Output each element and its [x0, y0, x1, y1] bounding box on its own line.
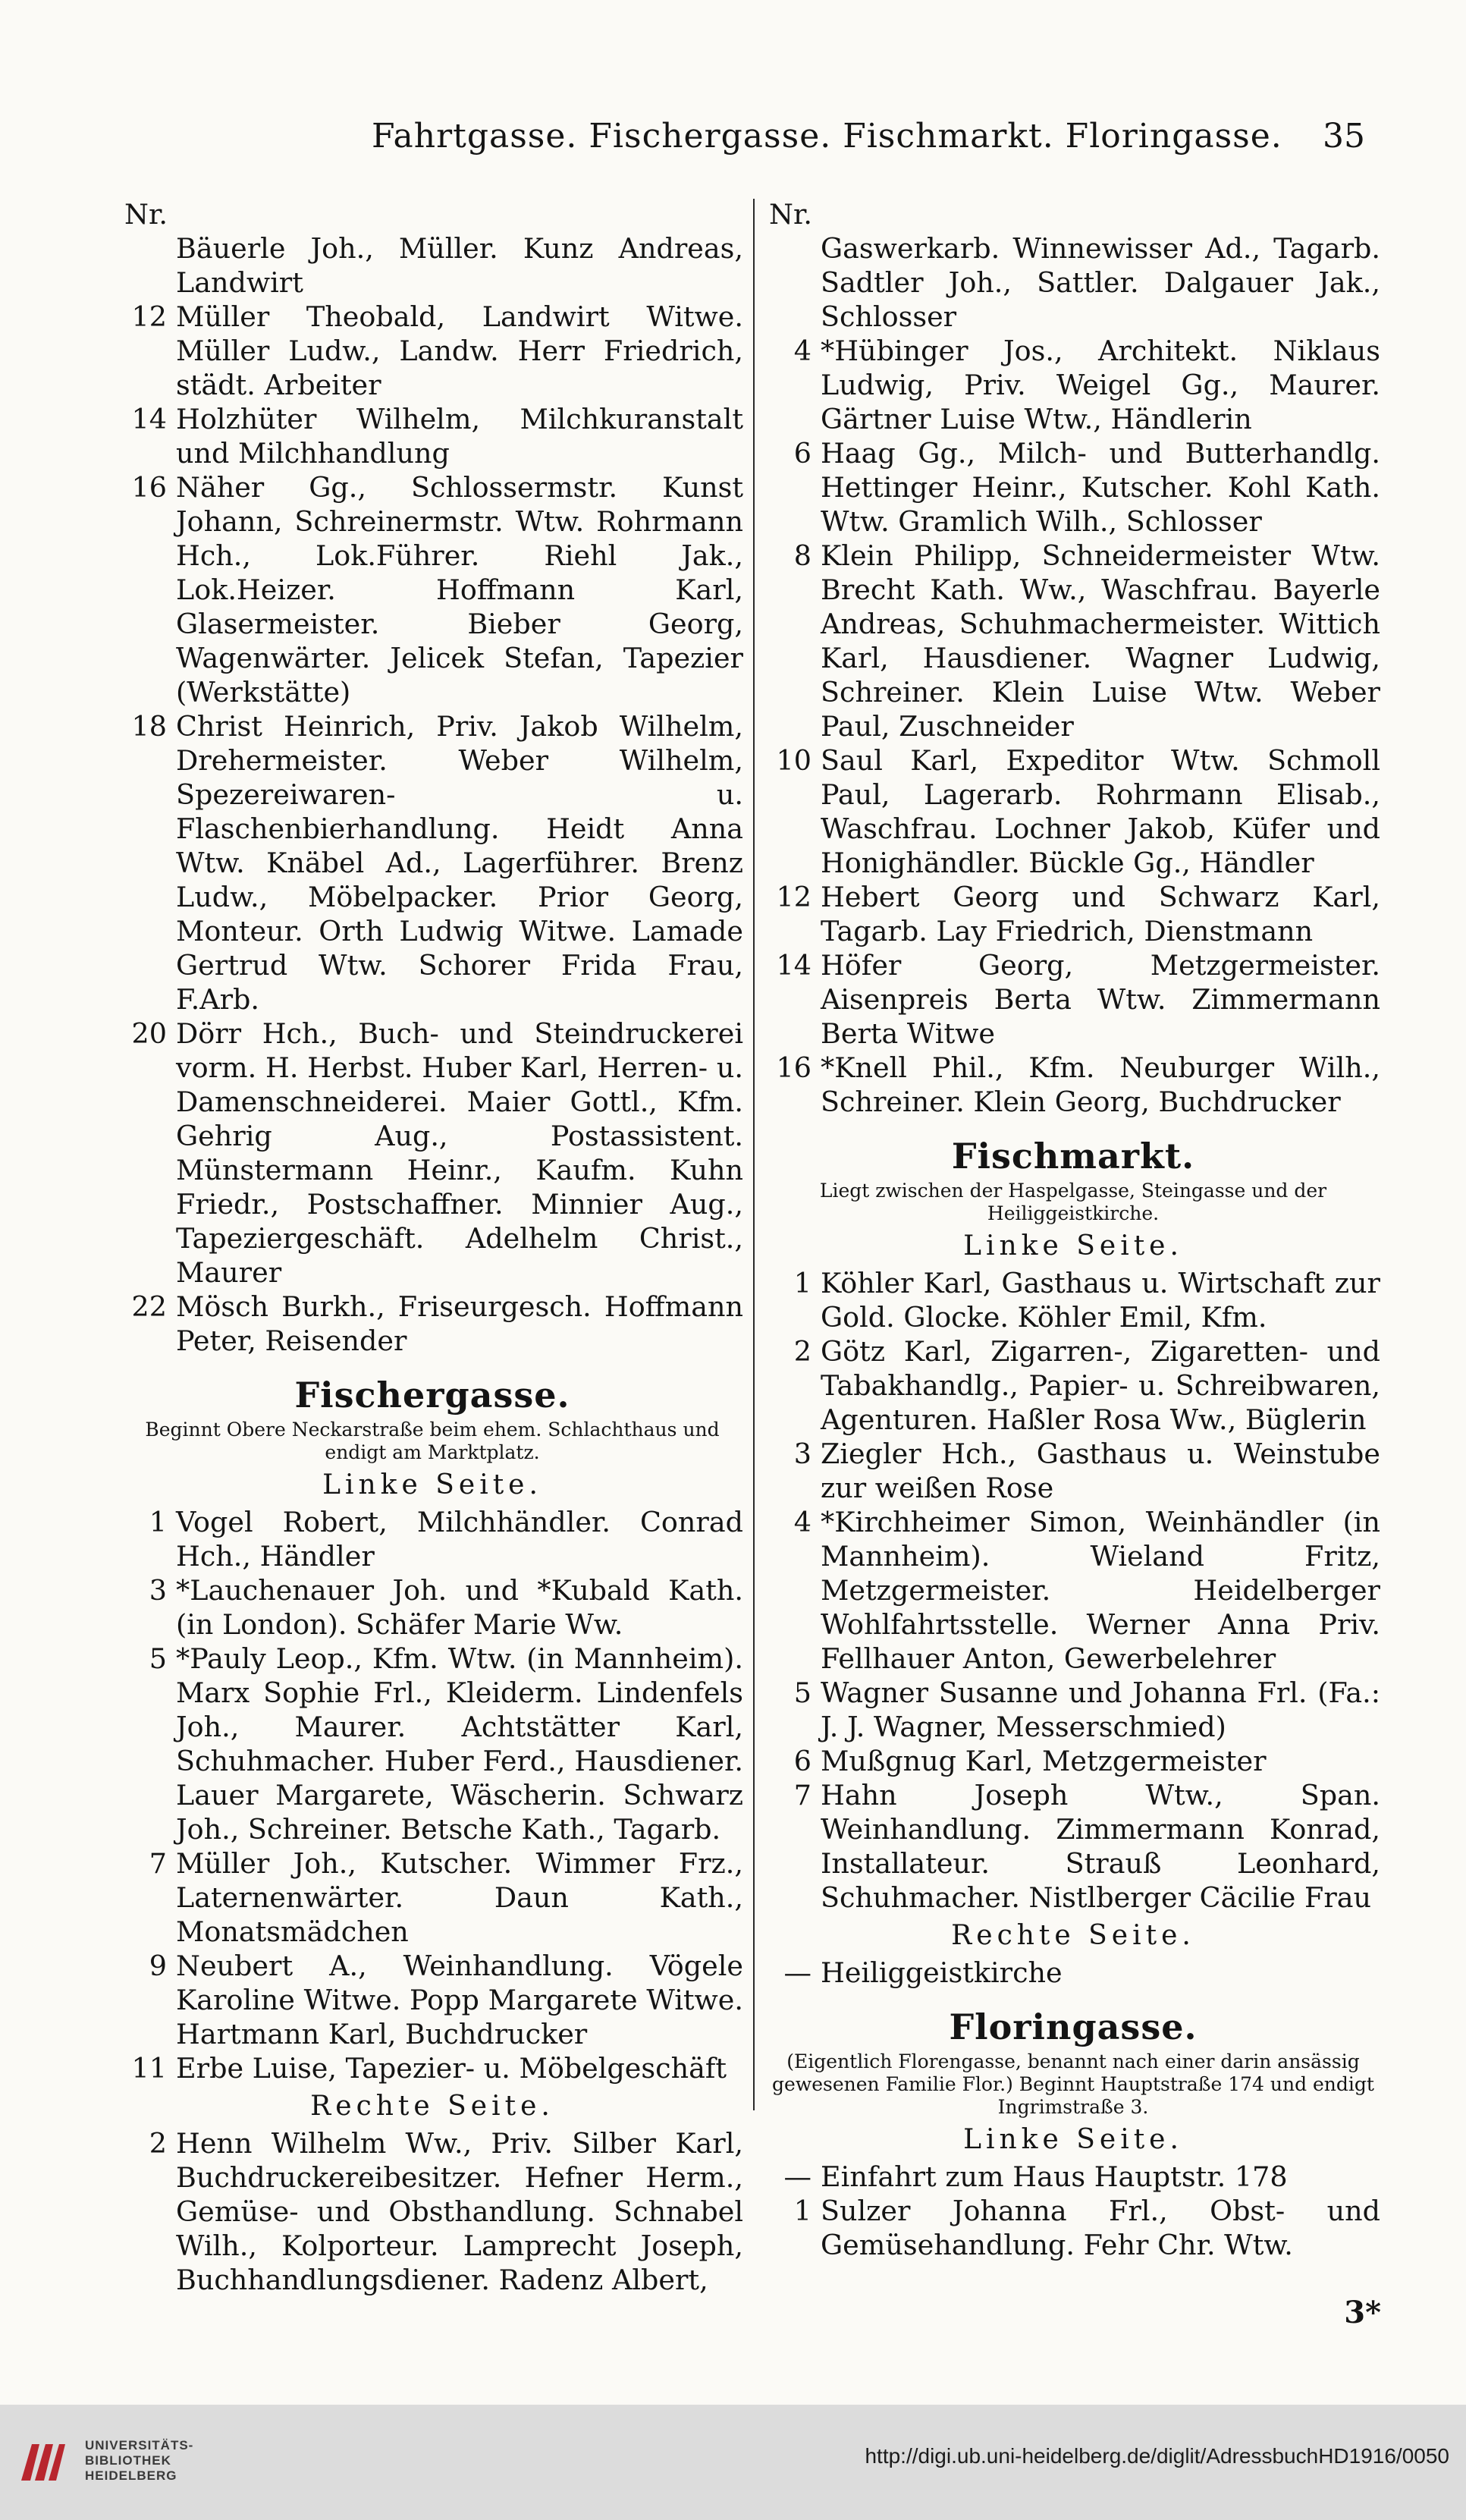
house-number: 7	[149, 1847, 167, 1880]
page-title: Fahrtgasse. Fischergasse. Fischmarkt. Floringasse.	[372, 117, 1282, 156]
house-number: 12	[131, 300, 167, 333]
house-number: 6	[793, 1745, 811, 1777]
house-number: 6	[793, 437, 811, 470]
house-number: 14	[131, 403, 167, 435]
address-entry	[766, 1505, 1380, 1676]
address-entry	[766, 743, 1380, 880]
residents-text: Klein Philipp, Schneidermeister Wtw. Brecht Kath. Ww., Waschfrau. Bayerle Andreas, Schuhmachermeister. Wittich Karl, Hausdiener. Wagner Ludwig, Schreiner. Klein Luise Wtw. Weber Paul, Zuschneider	[821, 539, 1380, 743]
page-number: 35	[1323, 117, 1365, 156]
left-column	[121, 197, 743, 2297]
residents-text: Henn Wilhelm Ww., Priv. Silber Karl, Buchdruckereibesitzer. Hefner Herm., Gemüse- und Obsthandlung. Schnabel Wilh., Kolporteur. Lamprecht Joseph, Buchhandlungsdiener. Radenz Albert,	[176, 2127, 743, 2296]
house-number: 3	[149, 1574, 167, 1607]
address-entry	[121, 1016, 743, 1290]
residents-text: Höfer Georg, Metzgermeister. Aisenpreis Berta Wtw. Zimmermann Berta Witwe	[821, 949, 1380, 1050]
house-number: 11	[131, 2052, 167, 2085]
address-entry	[766, 880, 1380, 948]
address-entry	[121, 1949, 743, 2051]
library-name-line: BIBLIOTHEK	[85, 2453, 171, 2468]
residents-text: Hahn Joseph Wtw., Span. Weinhandlung. Zimmermann Konrad, Installateur. Strauß Leonhard, Schuhmacher. Nistlberger Cäcilie Frau	[821, 1779, 1380, 1914]
residents-text: Müller Theobald, Landwirt Witwe. Müller Ludw., Landw. Herr Friedrich, städt. Arbeiter	[176, 300, 743, 401]
house-number: 20	[131, 1017, 167, 1050]
entries-top	[121, 231, 743, 1358]
residents-text: Erbe Luise, Tapezier- u. Möbelgeschäft	[176, 2052, 727, 2085]
house-number: 4	[793, 335, 811, 367]
address-entry	[766, 2194, 1380, 2262]
address-entry	[121, 470, 743, 709]
viewer-footer	[0, 2405, 1466, 2520]
residents-text: Näher Gg., Schlossermstr. Kunst Johann, Schreinermstr. Wtw. Rohrmann Hch., Lok.Führer. Riehl Jak., Lok.Heizer. Hoffmann Karl, Glasermeister. Bieber Georg, Wagenwärter. Jelicek Stefan, Tapezier (Werkstätte)	[176, 471, 743, 709]
address-entry	[766, 334, 1380, 436]
address-entry	[766, 436, 1380, 539]
library-name-line: HEIDELBERG	[85, 2468, 177, 2483]
house-number: 5	[149, 1642, 167, 1675]
section-description: Liegt zwischen der Haspelgasse, Steingasse und der Heiliggeistkirche.	[819, 1180, 1327, 1224]
library-name	[85, 2438, 193, 2484]
house-number: 16	[131, 471, 167, 504]
house-number: 4	[793, 1506, 811, 1538]
house-number: 16	[776, 1051, 811, 1084]
residents-text: Hebert Georg und Schwarz Karl, Tagarb. Lay Friedrich, Dienstmann	[821, 881, 1380, 947]
house-number: 8	[793, 539, 811, 572]
residents-text: Götz Karl, Zigarren-, Zigaretten- und Tabakhandlg., Papier- u. Schreibwaren, Agenturen. Haßler Rosa Ww., Büglerin	[821, 1335, 1380, 1436]
address-entry	[766, 1676, 1380, 1744]
house-number: 1	[149, 1506, 167, 1538]
address-entry	[121, 1290, 743, 1358]
address-entry	[766, 1744, 1380, 1778]
residents-text: Köhler Karl, Gasthaus u. Wirtschaft zur Gold. Glocke. Köhler Emil, Kfm.	[821, 1267, 1380, 1334]
house-number: 18	[131, 710, 167, 743]
residents-text: *Knell Phil., Kfm. Neuburger Wilh., Schreiner. Klein Georg, Buchdrucker	[821, 1051, 1380, 1118]
address-entry	[121, 402, 743, 470]
residents-text: Einfahrt zum Haus Hauptstr. 178	[821, 2160, 1288, 2193]
address-entry	[766, 948, 1380, 1051]
right-column	[766, 197, 1380, 2262]
house-number: 5	[793, 1676, 811, 1709]
house-number: 2	[149, 2127, 167, 2160]
library-name-line: UNIVERSITÄTS-	[85, 2438, 194, 2452]
house-number: 2	[793, 1335, 811, 1368]
house-number: 3	[793, 1438, 811, 1470]
residents-text: Sulzer Johanna Frl., Obst- und Gemüsehandlung. Fehr Chr. Wtw.	[821, 2195, 1380, 2261]
residents-text: *Kirchheimer Simon, Weinhändler (in Mannheim). Wieland Fritz, Metzgermeister. Heidelberger Wohlfahrtsstelle. Werner Anna Priv. Fellhauer Anton, Gewerbelehrer	[821, 1506, 1380, 1675]
residents-text: Ziegler Hch., Gasthaus u. Weinstube zur weißen Rose	[821, 1438, 1380, 1504]
entries-top	[766, 231, 1380, 1119]
column-divider	[753, 199, 755, 2110]
address-entry	[121, 2126, 743, 2297]
section-heading: Fischergasse.	[294, 1375, 570, 1416]
address-entry	[766, 1266, 1380, 1334]
address-entry	[121, 1846, 743, 1949]
residents-text: Haag Gg., Milch- und Butterhandlg. Hettinger Heinr., Kutscher. Kohl Kath. Wtw. Gramlich Wilh., Schlosser	[821, 437, 1380, 538]
side-label-left: Linke Seite.	[963, 2124, 1183, 2155]
address-entry	[766, 1051, 1380, 1119]
side-label-left: Linke Seite.	[963, 1230, 1183, 1262]
source-url-link[interactable]: http://digi.ub.uni-heidelberg.de/diglit/AdressbuchHD1916/0050	[865, 2444, 1449, 2468]
residents-text: Dörr Hch., Buch- und Steindruckerei vorm. H. Herbst. Huber Karl, Herren- u. Damenschneiderei. Maier Gottl., Kfm. Gehrig Aug., Postassistent. Münstermann Heinr., Kaufm. Kuhn Friedr., Postschaffner. Minnier Aug., Tapeziergeschäft. Adelhelm Christ., Maurer	[176, 1017, 743, 1289]
house-number: 12	[776, 881, 811, 913]
residents-text: Saul Karl, Expeditor Wtw. Schmoll Paul, Lagerarb. Rohrmann Elisab., Waschfrau. Lochner Jakob, Küfer und Honighändler. Bückle Gg., Händler	[821, 744, 1380, 879]
side-label-left: Linke Seite.	[322, 1469, 542, 1500]
section-heading: Floringasse.	[949, 2006, 1198, 2047]
section-heading: Fischmarkt.	[951, 1136, 1195, 1177]
entries-right-side	[121, 2126, 743, 2297]
address-entry	[121, 300, 743, 402]
address-entry	[121, 1573, 743, 1642]
address-entry	[121, 2051, 743, 2085]
entries-section2	[766, 2160, 1380, 2262]
house-number: 7	[793, 1779, 811, 1811]
residents-text: Gaswerkarb. Winnewisser Ad., Tagarb. Sadtler Joh., Sattler. Dalgauer Jak., Schlosser	[821, 232, 1380, 333]
residents-text: Christ Heinrich, Priv. Jakob Wilhelm, Drehermeister. Weber Wilhelm, Spezereiwaren- u. Flaschenbierhandlung. Heidt Anna Wtw. Knäbel Ad., Lagerführer. Brenz Ludw., Möbelpacker. Prior Georg, Monteur. Orth Ludwig Witwe. Lamade Gertrud Wtw. Schorer Frida Frau, F.Arb.	[176, 710, 743, 1016]
residents-text: Vogel Robert, Milchhändler. Conrad Hch., Händler	[176, 1506, 743, 1573]
address-entry	[766, 1778, 1380, 1915]
section-description: Beginnt Obere Neckarstraße beim ehem. Schlachthaus und endigt am Marktplatz.	[145, 1419, 720, 1463]
residents-text: Holzhüter Wilhelm, Milchkuranstalt und Milchhandlung	[176, 403, 743, 470]
house-number: 9	[149, 1950, 167, 1982]
address-entry	[766, 231, 1380, 334]
address-entry	[766, 539, 1380, 743]
address-entry	[766, 1334, 1380, 1437]
side-label-right: Rechte Seite.	[951, 1920, 1195, 1951]
side-label-right: Rechte Seite.	[310, 2091, 554, 2122]
residents-text: *Pauly Leop., Kfm. Wtw. (in Mannheim). Marx Sophie Frl., Kleiderm. Lindenfels Joh., Maurer. Achtstätter Karl, Schuhmacher. Huber Ferd., Hausdiener. Lauer Margarete, Wäscherin. Schwarz Joh., Schreiner. Betsche Kath., Tagarb.	[176, 1642, 743, 1846]
house-number: 1	[793, 2195, 811, 2227]
running-header	[121, 114, 1365, 159]
section-description: (Eigentlich Florengasse, benannt nach einer darin ansässig gewesenen Familie Flor.) Beginnt Hauptstraße 174 und endigt Ingrimstraße 3.	[772, 2050, 1374, 2118]
residents-text: *Lauchenauer Joh. und *Kubald Kath. (in London). Schäfer Marie Ww.	[176, 1574, 743, 1641]
entries-section1-right	[766, 1956, 1380, 1990]
house-number: 22	[131, 1290, 167, 1323]
residents-text: Heiliggeistkirche	[821, 1956, 1063, 1989]
address-entry	[766, 1437, 1380, 1505]
signature-mark: 3*	[1344, 2295, 1381, 2330]
address-entry	[766, 2160, 1380, 2194]
number-label: Nr.	[769, 198, 812, 231]
number-label: Nr.	[124, 198, 168, 231]
house-number: 10	[776, 744, 811, 777]
house-number: 1	[793, 1267, 811, 1299]
residents-text: Wagner Susanne und Johanna Frl. (Fa.: J. J. Wagner, Messerschmied)	[821, 1676, 1380, 1743]
address-entry	[766, 1956, 1380, 1990]
address-entry	[121, 1642, 743, 1846]
address-entry	[121, 1505, 743, 1573]
house-number: 14	[776, 949, 811, 982]
address-entry	[121, 231, 743, 300]
residents-text: Bäuerle Joh., Müller. Kunz Andreas, Landwirt	[176, 232, 743, 299]
residents-text: Mußgnug Karl, Metzgermeister	[821, 1745, 1267, 1777]
house-number: —	[783, 2160, 811, 2193]
house-number: —	[783, 1956, 811, 1989]
entries-left-side	[121, 1505, 743, 2085]
residents-text: Neubert A., Weinhandlung. Vögele Karoline Witwe. Popp Margarete Witwe. Hartmann Karl, Buchdrucker	[176, 1950, 743, 2050]
residents-text: Müller Joh., Kutscher. Wimmer Frz., Laternenwärter. Daun Kath., Monatsmädchen	[176, 1847, 743, 1948]
residents-text: *Hübinger Jos., Architekt. Niklaus Ludwig, Priv. Weigel Gg., Maurer. Gärtner Luise Wtw., Händlerin	[821, 335, 1380, 435]
address-entry	[121, 709, 743, 1016]
residents-text: Mösch Burkh., Friseurgesch. Hoffmann Peter, Reisender	[176, 1290, 743, 1357]
library-logo-icon	[17, 2435, 70, 2488]
entries-section1	[766, 1266, 1380, 1915]
